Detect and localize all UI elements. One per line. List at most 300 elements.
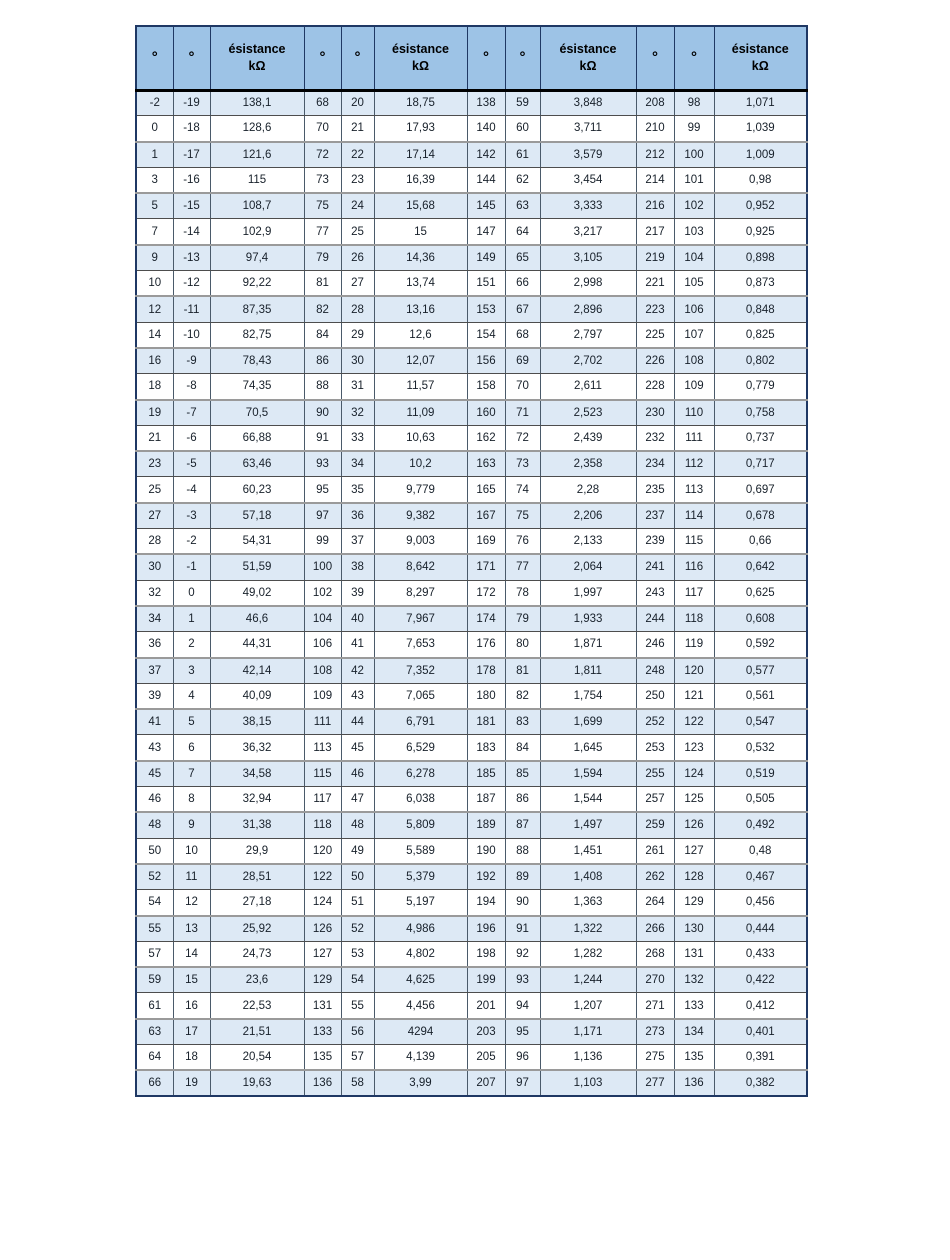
resistance-cell: 92,22 [210,271,304,297]
resistance-cell: 0,678 [714,503,807,529]
degree-cell: 132 [674,967,714,993]
degree-cell: -9 [173,348,210,374]
resistance-cell: 6,278 [374,761,467,787]
resistance-cell: 0,925 [714,219,807,245]
table-row [136,142,807,168]
table-row [136,193,807,219]
degree-cell: 18 [173,1044,210,1070]
degree-cell: -18 [173,116,210,142]
resistance-header-unit: kΩ [248,58,266,73]
resistance-cell: 1,171 [540,1019,636,1045]
degree-cell: -15 [173,193,210,219]
degree-cell: 7 [173,761,210,787]
degree-cell: -10 [173,322,210,348]
degree-header-cell [136,26,173,90]
resistance-cell: 0,873 [714,271,807,297]
resistance-cell: 0,802 [714,348,807,374]
degree-cell: 39 [136,683,173,709]
resistance-cell: 46,6 [210,606,304,632]
degree-cell: 14 [173,941,210,967]
degree-cell: 81 [304,271,341,297]
resistance-cell: 15,68 [374,193,467,219]
degree-cell: 99 [304,529,341,555]
resistance-cell: 78,43 [210,348,304,374]
resistance-cell: 28,51 [210,864,304,890]
degree-cell: -17 [173,142,210,168]
degree-cell: 178 [467,658,505,684]
resistance-cell: 2,896 [540,296,636,322]
degree-cell: 118 [674,606,714,632]
degree-cell: 127 [304,941,341,967]
degree-cell: 63 [136,1019,173,1045]
table-row [136,967,807,993]
table-row [136,1044,807,1070]
resistance-cell: 2,358 [540,451,636,477]
degree-cell: 21 [341,116,374,142]
resistance-cell: 57,18 [210,503,304,529]
degree-cell: 10 [136,271,173,297]
degree-symbol: ° [519,49,526,67]
degree-cell: 50 [341,864,374,890]
degree-header-cell [341,26,374,90]
degree-cell: 205 [467,1044,505,1070]
degree-cell: 33 [341,425,374,451]
resistance-cell: 0,492 [714,812,807,838]
resistance-cell: 3,848 [540,90,636,116]
resistance-cell: 1,244 [540,967,636,993]
resistance-cell: 0,519 [714,761,807,787]
resistance-cell: 17,14 [374,142,467,168]
degree-cell: 96 [505,1044,540,1070]
degree-cell: 176 [467,632,505,658]
resistance-cell: 20,54 [210,1044,304,1070]
degree-cell: 88 [304,374,341,400]
degree-cell: 54 [136,890,173,916]
degree-cell: -4 [173,477,210,503]
resistance-cell: 1,282 [540,941,636,967]
resistance-cell: 0,532 [714,735,807,761]
degree-cell: 82 [505,683,540,709]
degree-cell: 235 [636,477,674,503]
degree-cell: 124 [674,761,714,787]
degree-cell: -19 [173,90,210,116]
table-row [136,116,807,142]
degree-cell: 125 [674,787,714,813]
resistance-cell: 4,456 [374,993,467,1019]
resistance-cell: 0,952 [714,193,807,219]
degree-cell: 57 [341,1044,374,1070]
degree-cell: 119 [674,632,714,658]
degree-cell: 144 [467,167,505,193]
resistance-cell: 6,791 [374,709,467,735]
resistance-cell: 1,997 [540,580,636,606]
resistance-cell: 5,809 [374,812,467,838]
resistance-cell: 14,36 [374,245,467,271]
degree-cell: 259 [636,812,674,838]
degree-cell: 52 [341,916,374,942]
resistance-cell: 5,589 [374,838,467,864]
resistance-cell: 23,6 [210,967,304,993]
degree-cell: 12 [173,890,210,916]
table-row [136,761,807,787]
degree-cell: 190 [467,838,505,864]
resistance-cell: 97,4 [210,245,304,271]
degree-cell: 24 [341,193,374,219]
degree-cell: 46 [341,761,374,787]
degree-cell: 126 [674,812,714,838]
degree-cell: 165 [467,477,505,503]
degree-cell: 72 [304,142,341,168]
degree-cell: 172 [467,580,505,606]
degree-cell: 67 [505,296,540,322]
degree-cell: 122 [304,864,341,890]
degree-cell: -1 [173,554,210,580]
degree-cell: 136 [674,1070,714,1096]
degree-cell: 257 [636,787,674,813]
resistance-cell: 42,14 [210,658,304,684]
degree-cell: 147 [467,219,505,245]
degree-cell: 131 [304,993,341,1019]
degree-cell: 63 [505,193,540,219]
degree-cell: 91 [304,425,341,451]
resistance-cell: 3,454 [540,167,636,193]
resistance-cell: 0,737 [714,425,807,451]
degree-cell: 45 [341,735,374,761]
degree-cell: 194 [467,890,505,916]
degree-cell: 138 [467,90,505,116]
degree-cell: 217 [636,219,674,245]
degree-symbol: ° [188,49,195,67]
degree-cell: 19 [136,400,173,426]
degree-cell: 95 [505,1019,540,1045]
degree-cell: 77 [304,219,341,245]
resistance-cell: 12,6 [374,322,467,348]
resistance-cell: 0,433 [714,941,807,967]
resistance-cell: 60,23 [210,477,304,503]
degree-cell: 252 [636,709,674,735]
resistance-cell: 121,6 [210,142,304,168]
resistance-cell: 1,645 [540,735,636,761]
degree-cell: 81 [505,658,540,684]
degree-symbol: ° [151,49,158,67]
degree-cell: 196 [467,916,505,942]
resistance-cell: 7,352 [374,658,467,684]
degree-cell: 54 [341,967,374,993]
resistance-cell: 8,297 [374,580,467,606]
resistance-header-unit: kΩ [412,58,429,73]
degree-cell: 27 [341,271,374,297]
degree-cell: 133 [674,993,714,1019]
resistance-cell: 74,35 [210,374,304,400]
degree-cell: 25 [341,219,374,245]
resistance-header-title: ésistance [559,41,617,56]
degree-cell: 9 [136,245,173,271]
resistance-cell: 138,1 [210,90,304,116]
table-row [136,1070,807,1096]
degree-cell: 243 [636,580,674,606]
resistance-header-title: ésistance [228,41,286,56]
degree-cell: 61 [136,993,173,1019]
resistance-cell: 2,523 [540,400,636,426]
resistance-cell: 1,071 [714,90,807,116]
table-row [136,477,807,503]
degree-cell: 174 [467,606,505,632]
degree-cell: 120 [674,658,714,684]
degree-cell: 92 [505,941,540,967]
degree-cell: 6 [173,735,210,761]
degree-cell: 8 [173,787,210,813]
degree-cell: 37 [341,529,374,555]
degree-cell: 2 [173,632,210,658]
degree-cell: 113 [304,735,341,761]
resistance-cell: 4,625 [374,967,467,993]
degree-cell: 59 [136,967,173,993]
resistance-cell: 0,382 [714,1070,807,1096]
degree-cell: 223 [636,296,674,322]
resistance-cell: 1,322 [540,916,636,942]
degree-cell: 60 [505,116,540,142]
degree-header-cell [173,26,210,90]
resistance-cell: 1,933 [540,606,636,632]
degree-cell: 98 [674,90,714,116]
resistance-cell: 1,594 [540,761,636,787]
degree-cell: 34 [136,606,173,632]
degree-cell: 57 [136,941,173,967]
table-body [136,90,807,1096]
resistance-cell: 11,09 [374,400,467,426]
degree-cell: 93 [304,451,341,477]
degree-cell: 109 [304,683,341,709]
resistance-cell: 36,32 [210,735,304,761]
header-row [136,26,807,90]
resistance-cell: 82,75 [210,322,304,348]
table-row [136,890,807,916]
degree-cell: 232 [636,425,674,451]
degree-cell: 70 [304,116,341,142]
resistance-cell: 21,51 [210,1019,304,1045]
resistance-cell: 5,197 [374,890,467,916]
degree-cell: 71 [505,400,540,426]
degree-cell: 46 [136,787,173,813]
degree-cell: 68 [304,90,341,116]
resistance-cell: 31,38 [210,812,304,838]
resistance-cell: 0,697 [714,477,807,503]
resistance-cell: 0,758 [714,400,807,426]
degree-symbol: ° [354,49,361,67]
degree-cell: -14 [173,219,210,245]
degree-cell: 28 [136,529,173,555]
degree-cell: 151 [467,271,505,297]
degree-cell: 9 [173,812,210,838]
table-row [136,787,807,813]
degree-cell: 21 [136,425,173,451]
table-row [136,683,807,709]
resistance-cell: 4,139 [374,1044,467,1070]
degree-cell: 169 [467,529,505,555]
degree-cell: 115 [674,529,714,555]
degree-cell: 27 [136,503,173,529]
degree-cell: 49 [341,838,374,864]
resistance-cell: 6,038 [374,787,467,813]
degree-cell: 212 [636,142,674,168]
degree-cell: -2 [136,90,173,116]
degree-cell: 77 [505,554,540,580]
degree-cell: 120 [304,838,341,864]
degree-cell: 42 [341,658,374,684]
resistance-cell: 5,379 [374,864,467,890]
degree-cell: 246 [636,632,674,658]
degree-cell: 214 [636,167,674,193]
resistance-header-cell [714,26,807,90]
degree-cell: 102 [674,193,714,219]
resistance-cell: 0,592 [714,632,807,658]
degree-cell: 39 [341,580,374,606]
degree-cell: 118 [304,812,341,838]
table-row [136,451,807,477]
degree-cell: 28 [341,296,374,322]
degree-cell: 234 [636,451,674,477]
table-header [136,26,807,90]
degree-cell: 180 [467,683,505,709]
degree-cell: 273 [636,1019,674,1045]
resistance-cell: 2,206 [540,503,636,529]
degree-cell: 43 [341,683,374,709]
degree-cell: 261 [636,838,674,864]
resistance-cell: 54,31 [210,529,304,555]
resistance-cell: 63,46 [210,451,304,477]
resistance-cell: 0,412 [714,993,807,1019]
degree-cell: 35 [341,477,374,503]
degree-cell: 110 [674,400,714,426]
degree-cell: 253 [636,735,674,761]
degree-cell: 7 [136,219,173,245]
resistance-cell: 0,577 [714,658,807,684]
degree-cell: 5 [136,193,173,219]
resistance-cell: 2,439 [540,425,636,451]
degree-header-cell [467,26,505,90]
resistance-header-cell [540,26,636,90]
degree-cell: -7 [173,400,210,426]
degree-cell: 34 [341,451,374,477]
degree-cell: 126 [304,916,341,942]
degree-cell: -8 [173,374,210,400]
degree-cell: 50 [136,838,173,864]
degree-cell: 248 [636,658,674,684]
degree-cell: 13 [173,916,210,942]
degree-symbol: ° [319,49,326,67]
table-row [136,632,807,658]
resistance-cell: 9,779 [374,477,467,503]
degree-cell: 97 [505,1070,540,1096]
resistance-cell: 1,699 [540,709,636,735]
resistance-cell: 2,133 [540,529,636,555]
degree-symbol: ° [691,49,697,67]
degree-cell: 163 [467,451,505,477]
resistance-cell: 9,382 [374,503,467,529]
resistance-cell: 49,02 [210,580,304,606]
degree-cell: 130 [674,916,714,942]
degree-cell: 82 [304,296,341,322]
degree-cell: 128 [674,864,714,890]
degree-cell: 266 [636,916,674,942]
resistance-cell: 13,16 [374,296,467,322]
degree-cell: 74 [505,477,540,503]
degree-cell: 85 [505,761,540,787]
degree-cell: 134 [674,1019,714,1045]
resistance-cell: 7,967 [374,606,467,632]
degree-cell: 62 [505,167,540,193]
resistance-cell: 4,802 [374,941,467,967]
degree-cell: 135 [304,1044,341,1070]
degree-cell: 86 [505,787,540,813]
table-row [136,503,807,529]
resistance-cell: 1,811 [540,658,636,684]
resistance-cell: 0,391 [714,1044,807,1070]
degree-cell: 84 [505,735,540,761]
degree-cell: 16 [136,348,173,374]
resistance-cell: 17,93 [374,116,467,142]
degree-cell: 99 [674,116,714,142]
degree-cell: -13 [173,245,210,271]
resistance-cell: 44,31 [210,632,304,658]
table-row [136,219,807,245]
resistance-cell: 9,003 [374,529,467,555]
degree-cell: 107 [674,322,714,348]
degree-cell: -5 [173,451,210,477]
degree-cell: 58 [341,1070,374,1096]
resistance-cell: 1,039 [714,116,807,142]
degree-cell: 91 [505,916,540,942]
resistance-cell: 66,88 [210,425,304,451]
degree-cell: 208 [636,90,674,116]
degree-cell: 117 [304,787,341,813]
degree-cell: 105 [674,271,714,297]
degree-cell: 226 [636,348,674,374]
degree-cell: 47 [341,787,374,813]
degree-cell: 38 [341,554,374,580]
degree-cell: 75 [505,503,540,529]
resistance-cell: 24,73 [210,941,304,967]
degree-cell: 55 [341,993,374,1019]
degree-cell: -6 [173,425,210,451]
degree-cell: 51 [341,890,374,916]
resistance-cell: 0,456 [714,890,807,916]
resistance-cell: 0,717 [714,451,807,477]
degree-cell: 101 [674,167,714,193]
resistance-cell: 0,505 [714,787,807,813]
degree-cell: 31 [341,374,374,400]
degree-cell: 55 [136,916,173,942]
degree-cell: 117 [674,580,714,606]
degree-cell: -11 [173,296,210,322]
resistance-cell: 1,136 [540,1044,636,1070]
degree-cell: 43 [136,735,173,761]
degree-cell: 102 [304,580,341,606]
resistance-cell: 0,444 [714,916,807,942]
degree-cell: 167 [467,503,505,529]
degree-cell: 12 [136,296,173,322]
degree-cell: 19 [173,1070,210,1096]
degree-cell: 32 [341,400,374,426]
table-row [136,529,807,555]
degree-cell: 183 [467,735,505,761]
degree-cell: 64 [505,219,540,245]
degree-cell: 115 [304,761,341,787]
table-row [136,606,807,632]
degree-cell: 129 [304,967,341,993]
degree-cell: 123 [674,735,714,761]
resistance-cell: 0,825 [714,322,807,348]
